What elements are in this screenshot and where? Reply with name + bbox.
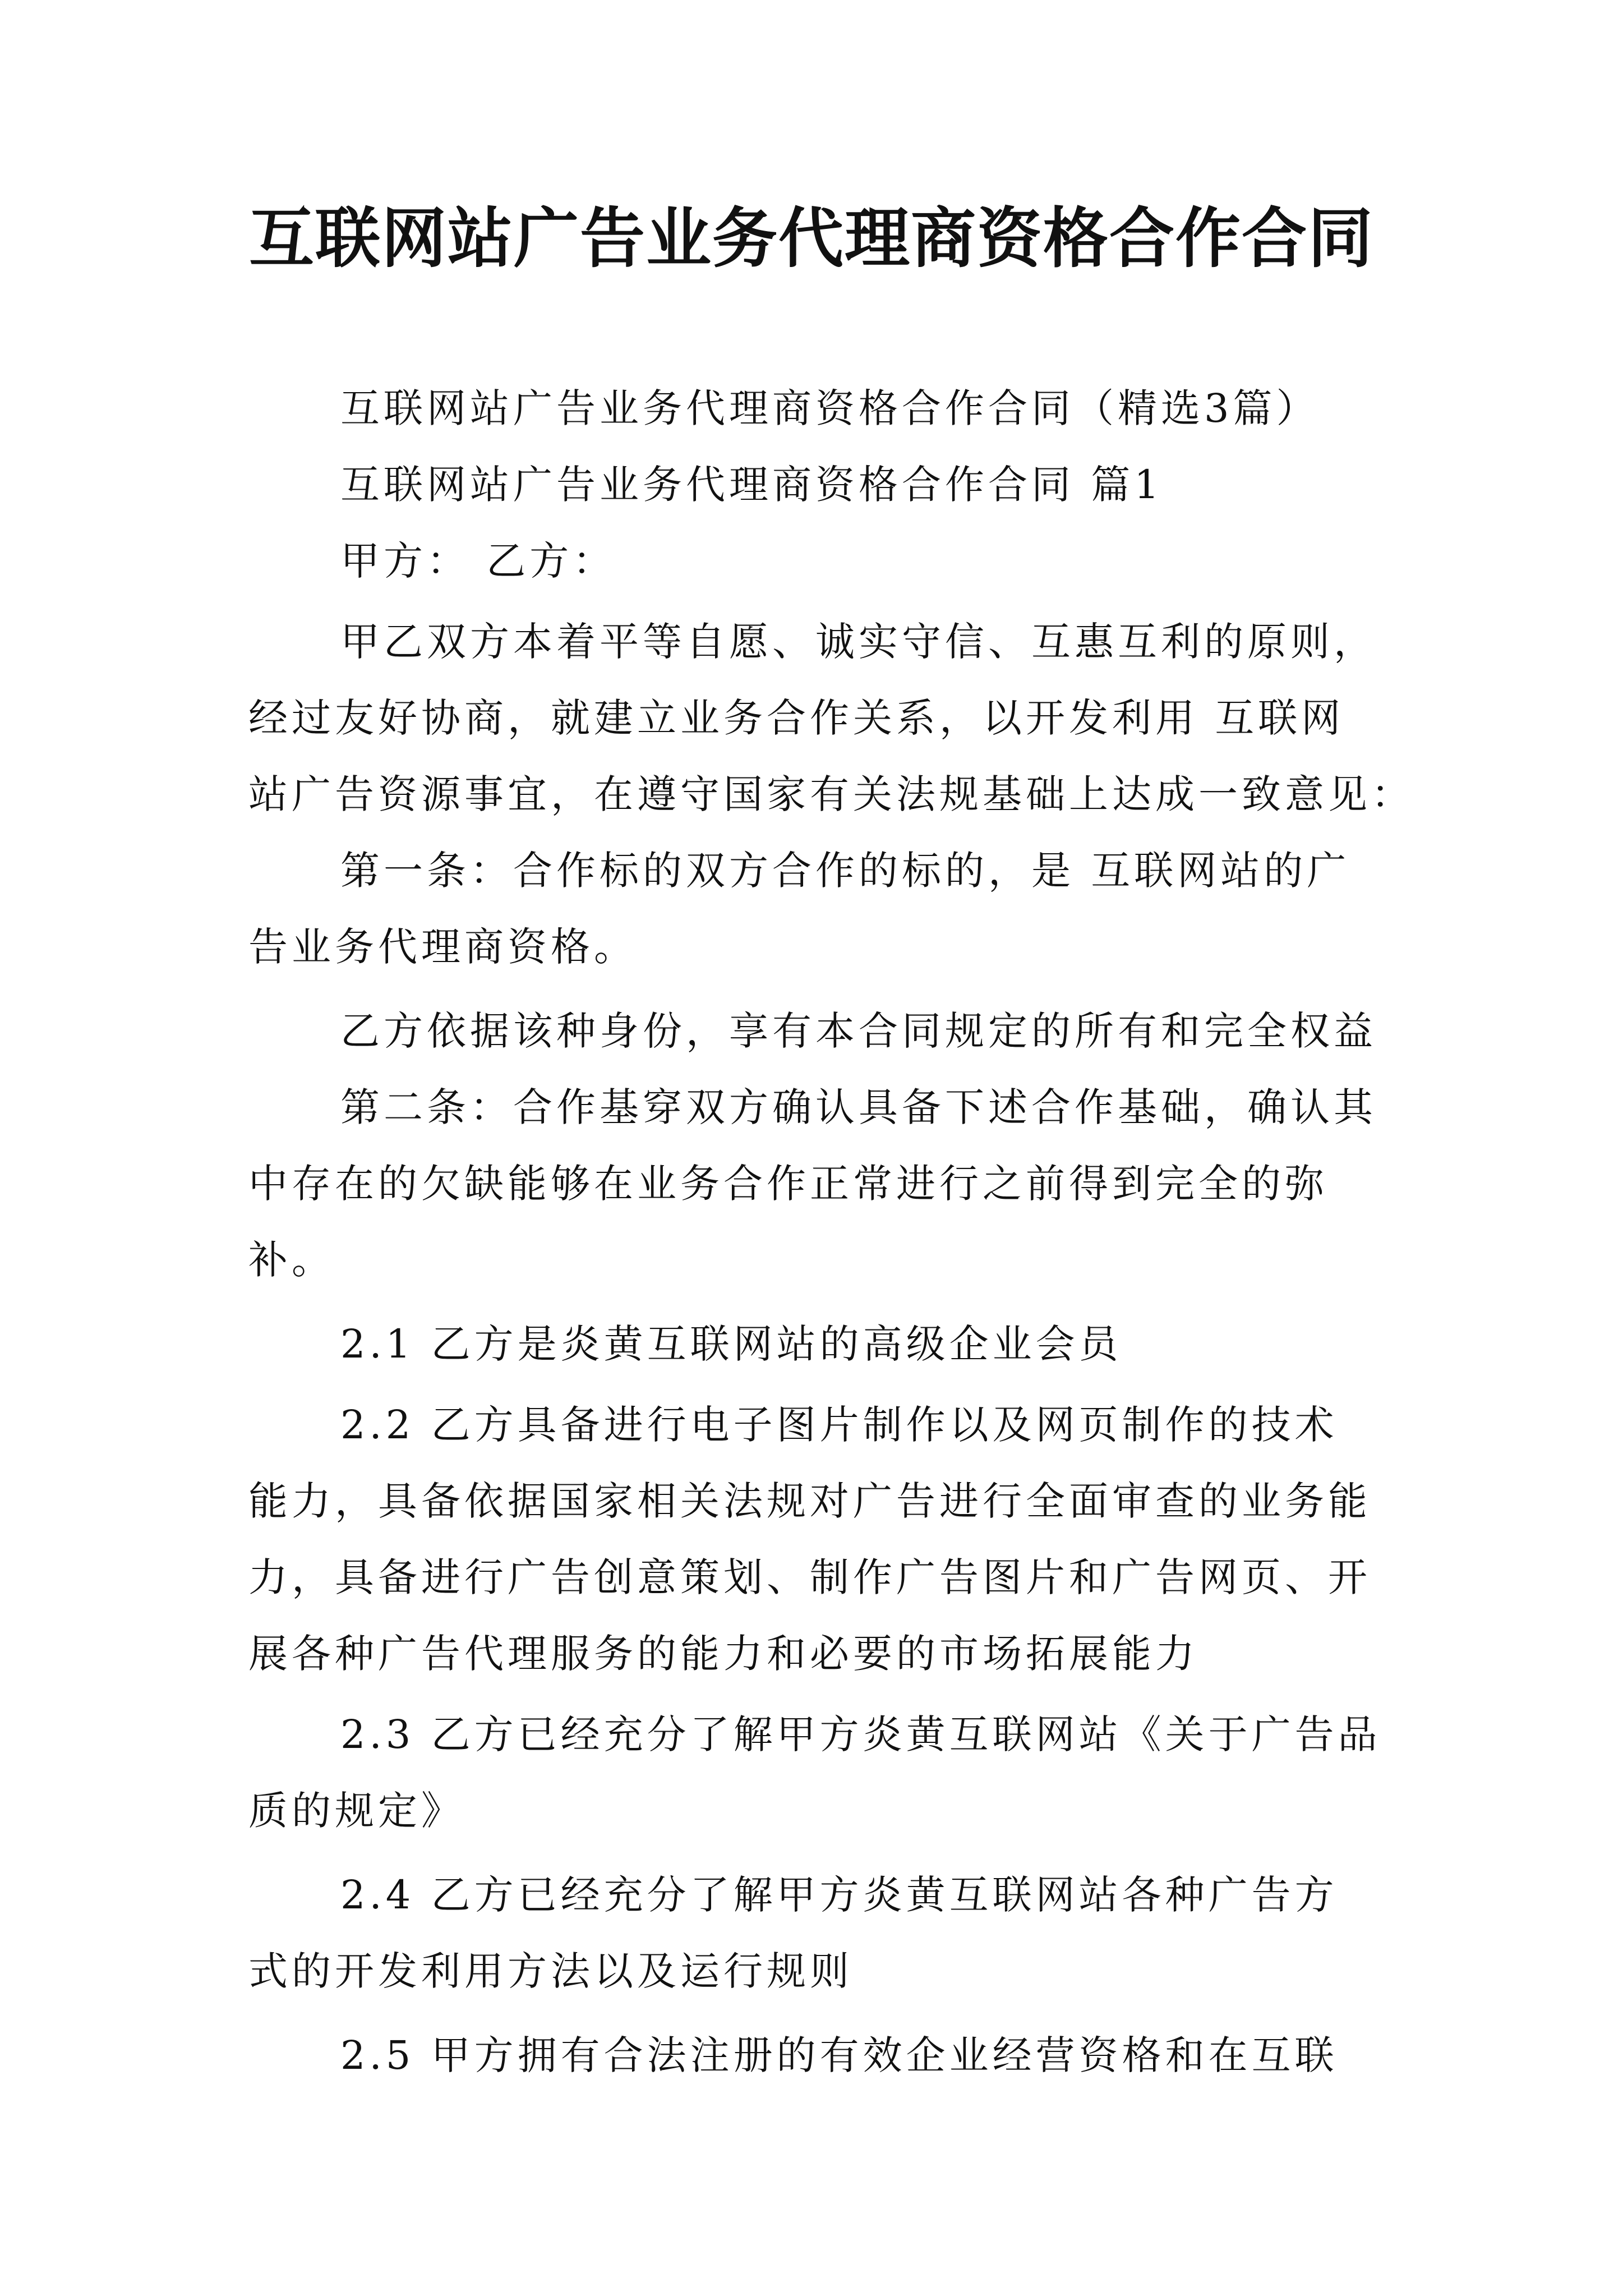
article-2-line: 第二条：合作基穿双方确认具备下述合作基础，确认其 (340, 1084, 1377, 1130)
document-title: 互联网站广告业务代理商资格合作合同 (249, 200, 1374, 277)
clause-2-3: 2.3 乙方已经充分了解甲方炎黄互联网站《关于广告品 (340, 1711, 1381, 1757)
clause-2-2-cont: 能力，具备依据国家相关法规对广告进行全面审查的业务能 (248, 1478, 1371, 1524)
clause-2-2: 2.2 乙方具备进行电子图片制作以及网页制作的技术 (340, 1402, 1338, 1448)
article-1-line: 告业务代理商资格。 (248, 924, 637, 970)
subtitle-line: 互联网站广告业务代理商资格合作合同（精选3篇） (340, 385, 1320, 431)
clause-2-5: 2.5 甲方拥有合法注册的有效企业经营资格和在互联 (340, 2032, 1338, 2078)
paragraph-line: 甲乙双方本着平等自愿、诚实守信、互惠互利的原则， (340, 619, 1377, 665)
parties-line: 甲方： 乙方： (340, 538, 616, 584)
article-1-line: 第一条：合作标的双方合作的标的，是 互联网站的广 (340, 848, 1350, 894)
clause-2-4: 2.4 乙方已经充分了解甲方炎黄互联网站各种广告方 (340, 1872, 1338, 1918)
clause-2-2-cont: 力，具备进行广告创意策划、制作广告图片和广告网页、开 (248, 1554, 1371, 1600)
paragraph-line: 乙方依据该种身份，享有本合同规定的所有和完全权益 (340, 1008, 1377, 1054)
paragraph-line: 站广告资源事宜，在遵守国家有关法规基础上达成一致意见： (248, 771, 1414, 817)
clause-2-3-cont: 质的规定》 (248, 1788, 464, 1834)
clause-2-1: 2.1 乙方是炎黄互联网站的高级企业会员 (340, 1321, 1122, 1367)
document-body (248, 370, 1414, 2093)
section-heading: 互联网站广告业务代理商资格合作合同 篇1 (340, 462, 1163, 508)
article-2-line: 补。 (248, 1237, 335, 1283)
paragraph-line: 经过友好协商，就建立业务合作关系，以开发利用 互联网 (248, 695, 1345, 741)
clause-2-4-cont: 式的开发利用方法以及运行规则 (248, 1948, 853, 1994)
clause-2-2-cont: 展各种广告代理服务的能力和必要的市场拓展能力 (248, 1631, 1198, 1677)
article-2-line: 中存在的欠缺能够在业务合作正常进行之前得到完全的弥 (248, 1161, 1328, 1207)
